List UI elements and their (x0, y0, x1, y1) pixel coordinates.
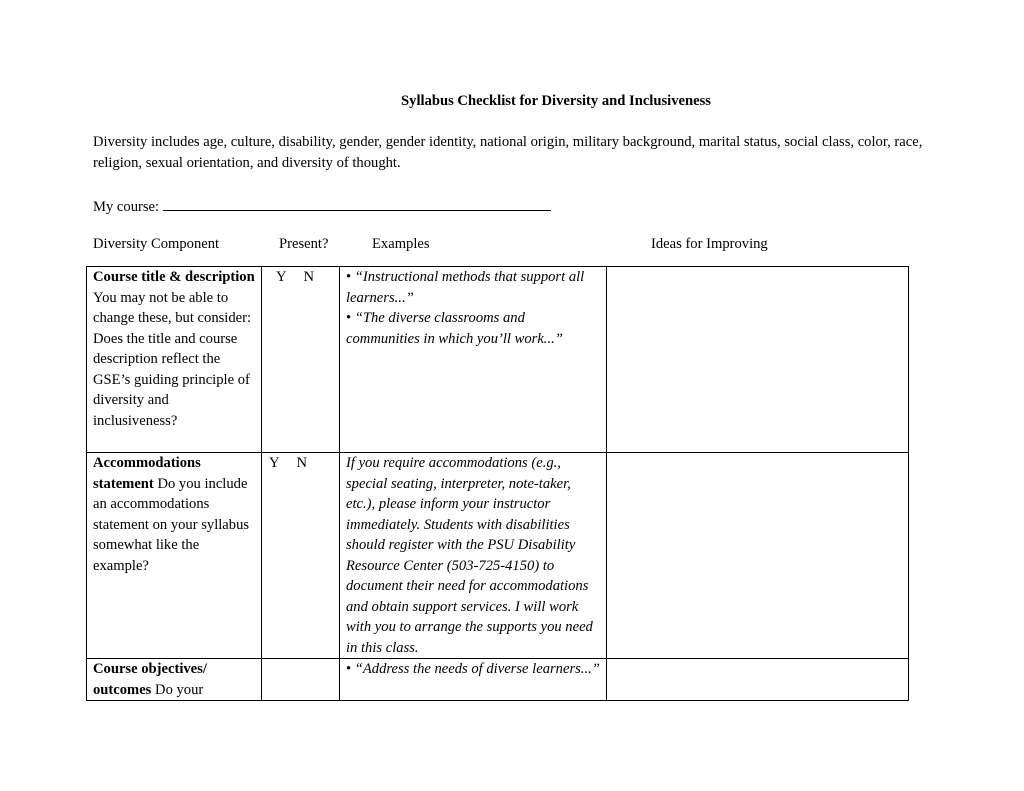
intro-paragraph: Diversity includes age, culture, disability, gender, gender identity, national origin, military background, marital status, social class, color, race, religion, sexual orientation, and diversity of thought. (93, 134, 923, 171)
ideas-cell[interactable] (607, 659, 909, 701)
ideas-cell[interactable] (607, 267, 909, 453)
course-blank-line[interactable] (163, 196, 551, 211)
course-field (93, 196, 551, 216)
component-desc: You may not be able to change these, but consider: Does the title and course description reflect the GSE’s guiding principle of diversity and inclusiveness? (93, 289, 252, 429)
component-cell (87, 267, 262, 453)
examples-cell (340, 659, 607, 701)
table-row (87, 659, 909, 701)
table-row (87, 267, 909, 453)
examples-cell (340, 453, 607, 659)
header-ideas: Ideas for Improving (651, 236, 768, 252)
present-cell (262, 453, 340, 659)
component-title: Accommodations statement (93, 455, 201, 492)
checklist-table (86, 266, 909, 701)
component-title: Course objectives/ outcomes (93, 661, 207, 698)
present-cell (262, 659, 340, 701)
component-title: Course title & description (93, 269, 255, 285)
header-examples: Examples (372, 236, 430, 252)
component-cell (87, 453, 262, 659)
example-item: • “Instructional methods that support all learners...” (346, 269, 585, 306)
header-component: Diversity Component (93, 236, 220, 252)
table-row (87, 453, 909, 659)
component-cell (87, 659, 262, 701)
no-option[interactable]: N (303, 269, 315, 285)
header-present: Present? (279, 236, 329, 252)
no-option[interactable]: N (296, 455, 308, 471)
page-title: Syllabus Checklist for Diversity and Inclusiveness (401, 93, 711, 109)
example-item: • “The diverse classrooms and communities in which you’ll work...” (346, 310, 563, 347)
yes-option[interactable]: Y (269, 455, 280, 471)
ideas-cell[interactable] (607, 453, 909, 659)
component-desc: Do you include an accommodations statement on your syllabus somewhat like the example? (93, 475, 250, 574)
example-item: • “Address the needs of diverse learners...” (346, 661, 600, 677)
example-text: If you require accommodations (e.g., special seating, interpreter, note-taker, etc.), please inform your instructor immediately. Students with disabilities should register with the PSU Disability Resource Center (503-725-4150) to document their need for accommodations and obtain support services. I will work with you to arrange the supports you need in this class. (346, 455, 593, 656)
examples-cell (340, 267, 607, 453)
course-label: My course: (93, 199, 160, 215)
present-cell (262, 267, 340, 453)
yes-option[interactable]: Y (276, 269, 287, 285)
component-desc: Do your (151, 681, 204, 698)
